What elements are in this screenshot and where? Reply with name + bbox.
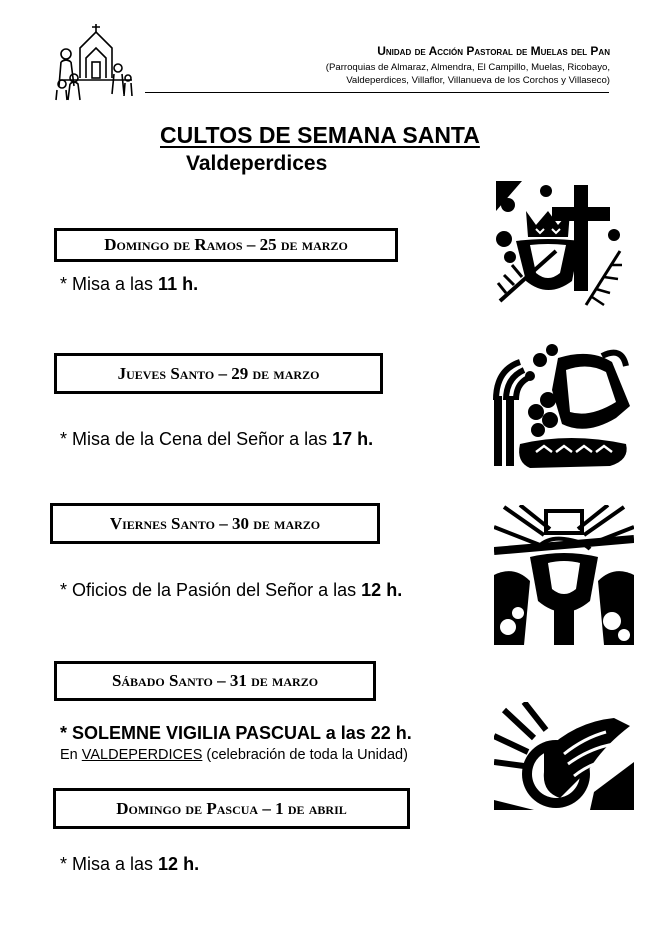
church-people-logo-icon [52, 20, 140, 102]
schedule-text: * Misa de la Cena del Señor a las [60, 429, 333, 449]
header-parishes-line1: (Parroquias de Almaraz, Almendra, El Campillo, Muelas, Ricobayo, [325, 62, 610, 73]
day-date: 30 de marzo [231, 513, 321, 533]
header-divider [145, 92, 609, 93]
schedule-time: 17 h. [332, 429, 374, 449]
jug-grapes-bread-icon [490, 340, 634, 477]
page-subtitle: Valdeperdices [186, 152, 328, 175]
day-heading-domingo-pascua [53, 788, 410, 829]
day-dash: – [218, 363, 227, 383]
day-dash: – [217, 671, 226, 690]
day-schedule-domingo-pascua [60, 854, 199, 875]
day-dash: – [219, 513, 228, 533]
day-heading-viernes-santo [50, 503, 380, 544]
location-suffix: (celebración de toda la Unidad) [202, 747, 408, 763]
day-name: Domingo de Ramos [104, 235, 243, 254]
schedule-text: * Misa a las [60, 274, 159, 294]
day-name: Jueves Santo [117, 363, 215, 383]
day-name: Domingo de Pascua [116, 798, 259, 818]
day-date: 31 de marzo [229, 671, 319, 690]
palm-cross-crown-icon [496, 181, 626, 309]
day-heading-jueves-santo [54, 353, 383, 394]
day-heading-domingo-ramos [54, 228, 398, 262]
page-title: CULTOS DE SEMANA SANTA [160, 122, 480, 148]
day-date: 25 de marzo [259, 235, 348, 254]
header-parishes-line2: Valdeperdices, Villaflor, Villanueva de los Corchos y Villaseco) [346, 75, 610, 86]
day-schedule-sabado-santo: * SOLEMNE VIGILIA PASCUAL a las 22 h. [60, 723, 412, 743]
schedule-time: 12 h. [158, 854, 200, 874]
day-date: 1 de abril [275, 798, 347, 818]
day-name: Sábado Santo [111, 671, 213, 690]
schedule-text: * Misa a las [60, 854, 159, 874]
schedule-text: * Oficios de la Pasión del Señor a las [60, 580, 362, 600]
day-name: Viernes Santo [109, 513, 215, 533]
day-dash: – [262, 798, 271, 818]
location-place: VALDEPERDICES [81, 747, 203, 763]
schedule-time: 11 h. [158, 274, 199, 294]
day-schedule-jueves-santo [60, 429, 373, 450]
day-heading-sabado-santo [54, 661, 376, 701]
sabado-location-note [60, 747, 408, 763]
day-schedule-domingo-ramos [60, 274, 198, 295]
crucifix-rays-icon [494, 505, 634, 645]
day-dash: – [246, 235, 256, 254]
day-schedule-viernes-santo [60, 580, 402, 601]
header-title: Unidad de Acción Pastoral de Muelas del Pan [377, 44, 610, 58]
risen-light-hand-icon [494, 702, 634, 810]
day-date: 29 de marzo [231, 363, 320, 383]
schedule-time: 12 h. [361, 580, 403, 600]
location-prefix: En [60, 747, 82, 763]
